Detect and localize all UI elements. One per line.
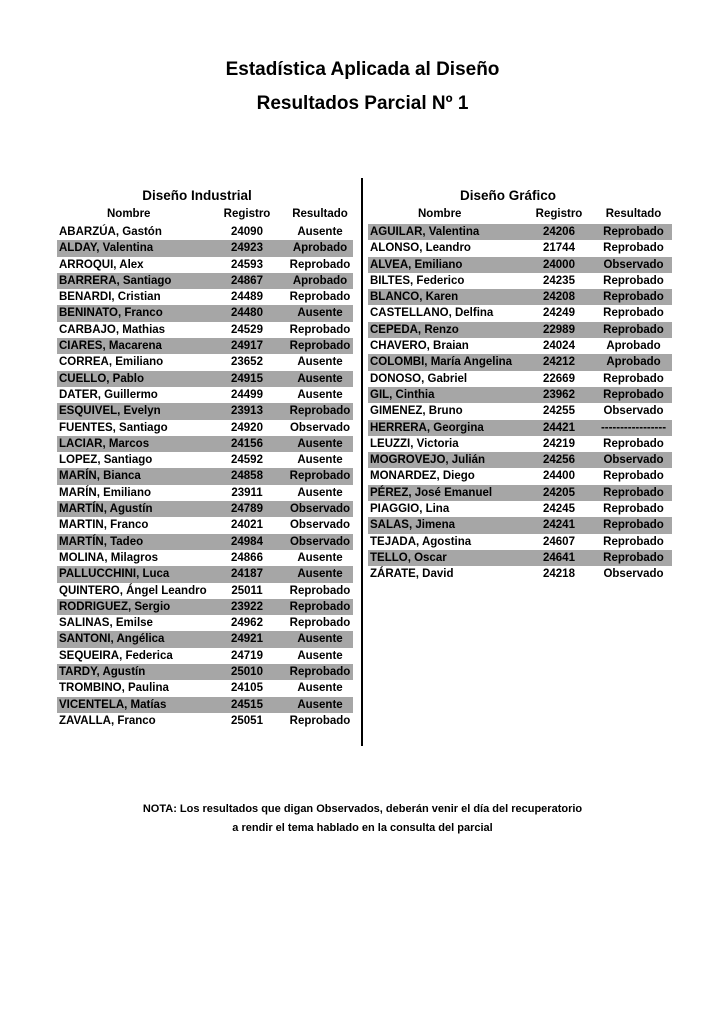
table-row [368,550,672,566]
student-resultado: Reprobado [289,470,351,483]
column-divider [361,178,363,746]
student-registro: 24480 [231,307,263,320]
student-registro: 24249 [543,307,575,320]
table-row [368,224,672,240]
student-name: SALAS, Jimena [370,519,455,532]
student-name: DONOSO, Gabriel [370,372,468,385]
table-row [57,224,353,240]
student-name: AGUILAR, Valentina [370,226,480,238]
table-row [368,289,672,305]
student-registro: 24917 [231,340,263,353]
student-name: CASTELLANO, Delfina [370,307,494,320]
student-resultado: Observado [603,454,664,467]
student-registro: 24915 [231,372,263,385]
student-resultado: Ausente [297,568,343,581]
grafico-title: Diseño Gráfico [459,188,557,203]
student-resultado: Reprobado [603,323,664,336]
student-name: DATER, Guillermo [59,388,158,401]
table-row [57,322,353,338]
student-name: HERRERA, Georgina [370,421,484,434]
student-registro: 25011 [231,584,263,597]
table-row [57,436,353,452]
table-row [57,517,353,533]
student-registro: 24921 [231,633,263,646]
header-nombre: Nombre [107,208,151,220]
table-row [57,501,353,517]
industrial-header-row [57,206,353,223]
student-registro: 24515 [231,698,263,711]
student-registro: 23652 [231,356,263,369]
student-resultado: Reprobado [289,258,351,271]
student-registro: 24607 [543,535,575,548]
student-resultado: Reprobado [603,503,664,516]
table-row [368,338,672,354]
student-registro: 24021 [231,519,263,532]
student-registro: 24962 [231,617,263,630]
table-row [368,322,672,338]
student-name: CARBAJO, Mathias [59,323,166,336]
student-name: RODRIGUEZ, Sergio [59,600,171,613]
student-name: GIL, Cinthia [370,388,435,401]
table-row [368,436,672,452]
student-name: FUENTES, Santiago [59,421,168,434]
student-resultado: Observado [289,519,351,532]
student-resultado: Reprobado [289,405,351,418]
student-registro: 24400 [543,470,575,483]
student-resultado: Reprobado [289,584,351,597]
student-registro: 25051 [231,714,263,727]
student-name: ALVEA, Emiliano [370,258,463,271]
student-name: MARTIN, Franco [59,519,149,532]
table-row [57,468,353,484]
table-row [57,680,353,696]
student-resultado: Ausente [297,372,343,385]
student-resultado: Ausente [297,437,343,450]
student-resultado: Ausente [297,551,343,564]
header-resultado: Resultado [605,208,662,220]
student-resultado: Ausente [297,388,343,401]
student-resultado: Reprobado [603,307,664,320]
student-name: COLOMBI, María Angelina [370,356,513,369]
student-resultado: Ausente [297,633,343,646]
table-row [57,631,353,647]
student-name: CUELLO, Pablo [59,372,144,385]
student-registro: 24867 [231,274,263,287]
table-row [368,468,672,484]
student-registro: 23913 [231,405,263,418]
student-name: PIAGGIO, Lina [370,503,450,516]
table-row [57,648,353,664]
student-registro: 24719 [231,649,263,662]
student-registro: 24235 [543,274,575,287]
student-name: GIMENEZ, Bruno [370,405,463,418]
student-name: BENARDI, Cristian [59,291,161,304]
student-resultado: Reprobado [603,242,664,255]
student-registro: 24212 [543,356,575,369]
student-name: SANTONI, Angélica [59,633,165,646]
student-registro: 24489 [231,291,263,304]
student-resultado: Aprobado [606,356,661,369]
student-resultado: Ausente [297,356,343,369]
student-registro: 24219 [543,437,575,450]
student-registro: 24208 [543,291,575,304]
note-line-1: NOTA: Los resultados que digan Observados, deberán venir el día del recuperatorio [142,803,583,815]
student-registro: 24256 [543,454,575,467]
student-name: CIARES, Macarena [59,340,162,353]
student-registro: 22989 [543,323,575,336]
table-row [57,354,353,370]
page-subtitle: Resultados Parcial Nº 1 [256,93,469,114]
student-resultado: Reprobado [603,519,664,532]
student-registro: 23911 [231,486,263,499]
student-registro: 24789 [231,503,263,516]
student-name: MOGROVEJO, Julián [370,454,486,467]
student-registro: 24858 [231,470,263,483]
table-row [57,485,353,501]
header-resultado: Resultado [292,208,348,220]
table-row [368,371,672,387]
student-registro: 24187 [231,568,263,581]
student-name: BLANCO, Karen [370,291,459,304]
student-resultado: Reprobado [289,340,351,353]
student-name: CHAVERO, Braian [370,340,469,353]
student-registro: 24255 [543,405,575,418]
student-name: CORREA, Emiliano [59,356,164,369]
student-resultado: Observado [289,503,351,516]
student-resultado: Reprobado [603,535,664,548]
table-row [368,517,672,533]
student-name: BENINATO, Franco [59,307,163,320]
student-name: ALONSO, Leandro [370,242,471,255]
student-resultado: Reprobado [289,617,351,630]
table-row [57,273,353,289]
student-resultado: Reprobado [603,470,664,483]
table-row [368,534,672,550]
table-row [57,566,353,582]
industrial-table [57,224,353,729]
student-resultado: Reprobado [603,226,664,238]
student-registro: 21744 [543,242,575,255]
student-registro: 24866 [231,551,263,564]
student-name: TARDY, Agustín [59,666,146,679]
student-name: TEJADA, Agostina [370,535,472,548]
student-resultado: Aprobado [292,274,348,287]
table-row [57,583,353,599]
student-registro: 24206 [543,226,575,238]
table-row [57,257,353,273]
student-name: MARTÍN, Agustín [59,503,153,516]
table-row [57,240,353,256]
student-name: ABARZÚA, Gastón [59,226,162,238]
student-resultado: Ausente [297,307,343,320]
student-name: MARTÍN, Tadeo [59,535,144,548]
header-nombre: Nombre [418,208,462,220]
student-name: ZAVALLA, Franco [59,714,156,727]
student-registro: 24105 [231,682,263,695]
student-registro: 24592 [231,454,263,467]
table-row [57,550,353,566]
table-row [368,485,672,501]
note-line-2: a rendir el tema hablado en la consulta del parcial [232,822,493,834]
student-name: ESQUIVEL, Evelyn [59,405,161,418]
student-name: SALINAS, Emilse [59,617,153,630]
student-name: MARÍN, Emiliano [59,486,152,499]
grafico-header-row [368,206,672,223]
student-resultado: Aprobado [292,242,348,255]
student-resultado: Observado [289,535,351,548]
student-registro: 23922 [231,600,263,613]
table-row [368,420,672,436]
table-row [57,599,353,615]
student-resultado: Ausente [297,649,343,662]
industrial-title: Diseño Industrial [142,188,252,203]
grafico-table [368,224,672,583]
header-registro: Registro [535,208,583,220]
student-name: QUINTERO, Ángel Leandro [59,584,207,597]
student-resultado: ----------------- [600,421,667,434]
student-registro: 25010 [231,666,263,679]
table-row [57,403,353,419]
student-registro: 24923 [231,242,263,255]
header-registro: Registro [223,208,271,220]
student-registro: 24090 [231,226,263,238]
student-registro: 24156 [231,437,263,450]
table-row [368,403,672,419]
table-row [368,240,672,256]
student-name: LEUZZI, Victoria [370,437,459,450]
student-resultado: Reprobado [603,291,664,304]
student-name: ALDAY, Valentina [59,242,154,255]
student-name: TELLO, Oscar [370,551,447,564]
table-row [57,713,353,729]
table-row [57,452,353,468]
table-row [368,501,672,517]
table-row [57,615,353,631]
student-resultado: Reprobado [289,600,351,613]
student-resultado: Aprobado [606,340,661,353]
table-row [368,273,672,289]
table-row [57,371,353,387]
student-name: BARRERA, Santiago [59,274,172,287]
student-name: MONARDEZ, Diego [370,470,475,483]
table-row [57,420,353,436]
student-resultado: Ausente [297,454,343,467]
student-registro: 24529 [231,323,263,336]
student-resultado: Reprobado [603,372,664,385]
student-resultado: Reprobado [603,486,664,499]
table-row [57,697,353,713]
student-registro: 24920 [231,421,263,434]
student-resultado: Observado [603,405,664,418]
student-registro: 24593 [231,258,263,271]
student-registro: 24421 [543,421,575,434]
table-row [368,257,672,273]
student-registro: 24024 [543,340,575,353]
table-row [368,566,672,582]
student-registro: 24245 [543,503,575,516]
student-resultado: Reprobado [289,714,351,727]
student-resultado: Reprobado [603,274,664,287]
student-registro: 24641 [543,551,575,564]
student-name: BILTES, Federico [370,274,465,287]
student-resultado: Ausente [297,698,343,711]
student-name: PÉREZ, José Emanuel [370,486,493,499]
table-row [57,664,353,680]
student-name: ZÁRATE, David [370,568,454,581]
student-resultado: Reprobado [289,323,351,336]
page-title: Estadística Aplicada al Diseño [225,59,500,80]
student-registro: 24499 [231,388,263,401]
table-row [368,387,672,403]
student-resultado: Ausente [297,226,343,238]
student-name: PALLUCCHINI, Luca [59,568,170,581]
student-name: MOLINA, Milagros [59,551,159,564]
student-resultado: Ausente [297,682,343,695]
table-row [57,387,353,403]
student-resultado: Observado [603,258,664,271]
student-registro: 23962 [543,388,575,401]
student-registro: 22669 [543,372,575,385]
student-name: MARÍN, Bianca [59,470,141,483]
student-name: CEPEDA, Renzo [370,323,459,336]
student-resultado: Observado [289,421,351,434]
table-row [368,354,672,370]
table-row [57,338,353,354]
student-name: TROMBINO, Paulina [59,682,169,695]
student-resultado: Observado [603,568,664,581]
student-registro: 24218 [543,568,575,581]
student-registro: 24241 [543,519,575,532]
student-resultado: Reprobado [289,291,351,304]
student-registro: 24000 [543,258,575,271]
student-registro: 24984 [231,535,263,548]
student-resultado: Reprobado [603,437,664,450]
student-registro: 24205 [543,486,575,499]
student-name: SEQUEIRA, Federica [59,649,173,662]
table-row [368,305,672,321]
student-name: LOPEZ, Santiago [59,454,153,467]
table-row [57,305,353,321]
student-name: LACIAR, Marcos [59,437,150,450]
student-resultado: Reprobado [603,388,664,401]
student-resultado: Reprobado [603,551,664,564]
student-resultado: Ausente [297,486,343,499]
table-row [57,534,353,550]
student-name: VICENTELA, Matías [59,698,167,711]
student-resultado: Reprobado [289,666,351,679]
table-row [368,452,672,468]
table-row [57,289,353,305]
student-name: ARROQUI, Alex [59,258,144,271]
